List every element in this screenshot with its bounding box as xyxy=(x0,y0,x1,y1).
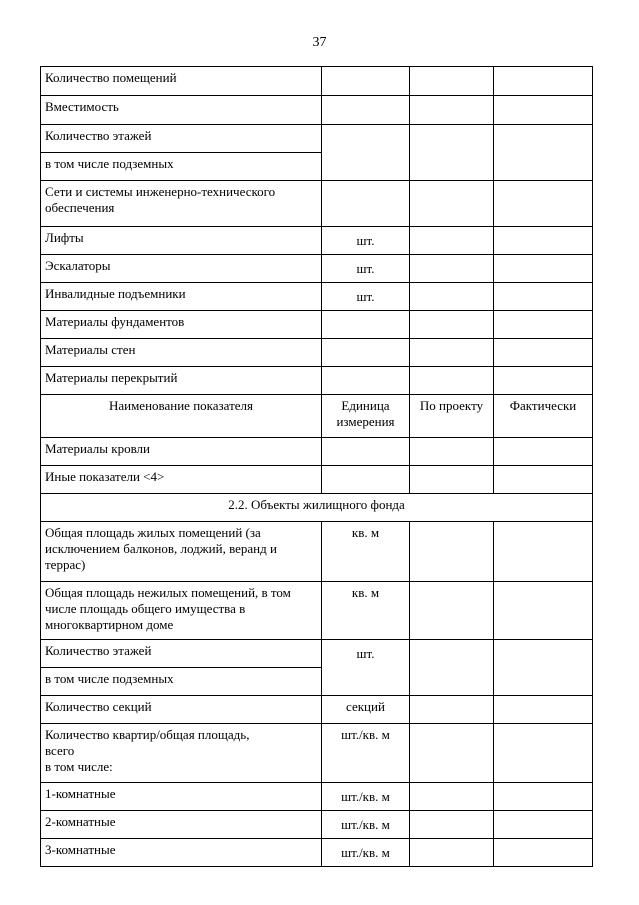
actual-cell xyxy=(494,283,593,311)
actual-cell xyxy=(494,839,593,867)
indicator-cell: Эскалаторы xyxy=(41,255,322,283)
project-cell xyxy=(410,582,494,640)
actual-cell xyxy=(494,255,593,283)
unit-cell xyxy=(322,181,410,227)
table-row xyxy=(41,640,593,668)
indicator-cell: Количество секций xyxy=(41,696,322,724)
unit-cell xyxy=(322,466,410,494)
actual-cell xyxy=(494,811,593,839)
table-row xyxy=(41,582,593,640)
unit-cell xyxy=(322,311,410,339)
header-unit: Единица измерения xyxy=(322,395,410,438)
project-cell xyxy=(410,724,494,783)
actual-cell xyxy=(494,724,593,783)
unit-cell xyxy=(322,367,410,395)
indicator-cell: Сети и системы инженерно-технического обеспечения xyxy=(41,181,322,227)
indicator-cell: Количество этажей xyxy=(41,640,322,668)
project-cell xyxy=(410,227,494,255)
project-cell xyxy=(410,466,494,494)
actual-cell xyxy=(494,125,593,181)
indicator-cell: 2-комнатные xyxy=(41,811,322,839)
indicator-cell: Инвалидные подъемники xyxy=(41,283,322,311)
project-cell xyxy=(410,311,494,339)
unit-cell: шт. xyxy=(322,283,410,311)
unit-cell: шт. xyxy=(322,255,410,283)
project-cell xyxy=(410,255,494,283)
section-row xyxy=(41,494,593,522)
unit-cell: шт./кв. м xyxy=(322,724,410,783)
indicator-cell: Материалы перекрытий xyxy=(41,367,322,395)
indicator-line: всего xyxy=(45,743,75,758)
table-row xyxy=(41,96,593,125)
actual-cell xyxy=(494,181,593,227)
table-row xyxy=(41,522,593,582)
actual-cell xyxy=(494,466,593,494)
unit-cell xyxy=(322,438,410,466)
project-cell xyxy=(410,125,494,181)
project-cell xyxy=(410,640,494,696)
unit-cell: кв. м xyxy=(322,582,410,640)
indicator-cell xyxy=(41,724,322,783)
header-actual: Фактически xyxy=(494,395,593,438)
indicators-table xyxy=(40,66,593,867)
unit-cell: шт. xyxy=(322,227,410,255)
indicator-cell: Вместимость xyxy=(41,96,322,125)
actual-cell xyxy=(494,640,593,696)
actual-cell xyxy=(494,367,593,395)
table-row xyxy=(41,466,593,494)
actual-cell xyxy=(494,696,593,724)
indicator-cell: Общая площадь жилых помещений (за исключением балконов, лоджий, веранд и террас) xyxy=(41,522,322,582)
table-row xyxy=(41,311,593,339)
unit-cell: кв. м xyxy=(322,522,410,582)
table-row xyxy=(41,438,593,466)
unit-cell: шт. xyxy=(322,640,410,696)
project-cell xyxy=(410,339,494,367)
table-row xyxy=(41,125,593,153)
table-row xyxy=(41,283,593,311)
actual-cell xyxy=(494,522,593,582)
unit-cell: шт./кв. м xyxy=(322,783,410,811)
indicator-cell: Материалы кровли xyxy=(41,438,322,466)
project-cell xyxy=(410,181,494,227)
indicator-line: Количество квартир/общая площадь, xyxy=(45,727,250,742)
table-row xyxy=(41,724,593,783)
table-row xyxy=(41,227,593,255)
table-row xyxy=(41,696,593,724)
project-cell xyxy=(410,438,494,466)
table-row xyxy=(41,67,593,96)
project-cell xyxy=(410,283,494,311)
project-cell xyxy=(410,783,494,811)
indicator-cell: Материалы стен xyxy=(41,339,322,367)
table-row xyxy=(41,367,593,395)
indicator-cell: Количество этажей xyxy=(41,125,322,153)
table-row xyxy=(41,181,593,227)
indicator-cell: Иные показатели <4> xyxy=(41,466,322,494)
unit-cell: секций xyxy=(322,696,410,724)
actual-cell xyxy=(494,339,593,367)
actual-cell xyxy=(494,67,593,96)
actual-cell xyxy=(494,438,593,466)
table-row xyxy=(41,811,593,839)
unit-cell xyxy=(322,67,410,96)
project-cell xyxy=(410,522,494,582)
header-indicator: Наименование показателя xyxy=(41,395,322,438)
unit-cell xyxy=(322,96,410,125)
unit-cell: шт./кв. м xyxy=(322,839,410,867)
indicator-cell: 3-комнатные xyxy=(41,839,322,867)
indicator-cell: в том числе подземных xyxy=(41,668,322,696)
indicator-cell: Общая площадь нежилых помещений, в том числе площадь общего имущества в многоквартирном доме xyxy=(41,582,322,640)
unit-cell xyxy=(322,339,410,367)
page-number: 37 xyxy=(312,35,327,50)
indicator-cell: Лифты xyxy=(41,227,322,255)
project-cell xyxy=(410,811,494,839)
project-cell xyxy=(410,96,494,125)
project-cell xyxy=(410,67,494,96)
table-row xyxy=(41,839,593,867)
table-row xyxy=(41,339,593,367)
indicator-line: в том числе: xyxy=(45,759,113,774)
actual-cell xyxy=(494,96,593,125)
project-cell xyxy=(410,839,494,867)
indicator-cell: 1-комнатные xyxy=(41,783,322,811)
unit-cell: шт./кв. м xyxy=(322,811,410,839)
table-header-row xyxy=(41,395,593,438)
project-cell xyxy=(410,696,494,724)
unit-cell xyxy=(322,125,410,181)
actual-cell xyxy=(494,227,593,255)
header-project: По проекту xyxy=(410,395,494,438)
table-row xyxy=(41,255,593,283)
project-cell xyxy=(410,367,494,395)
section-title: 2.2. Объекты жилищного фонда xyxy=(41,494,593,522)
actual-cell xyxy=(494,783,593,811)
table-row xyxy=(41,783,593,811)
indicator-cell: в том числе подземных xyxy=(41,153,322,181)
actual-cell xyxy=(494,582,593,640)
indicator-cell: Количество помещений xyxy=(41,67,322,96)
indicator-cell: Материалы фундаментов xyxy=(41,311,322,339)
actual-cell xyxy=(494,311,593,339)
